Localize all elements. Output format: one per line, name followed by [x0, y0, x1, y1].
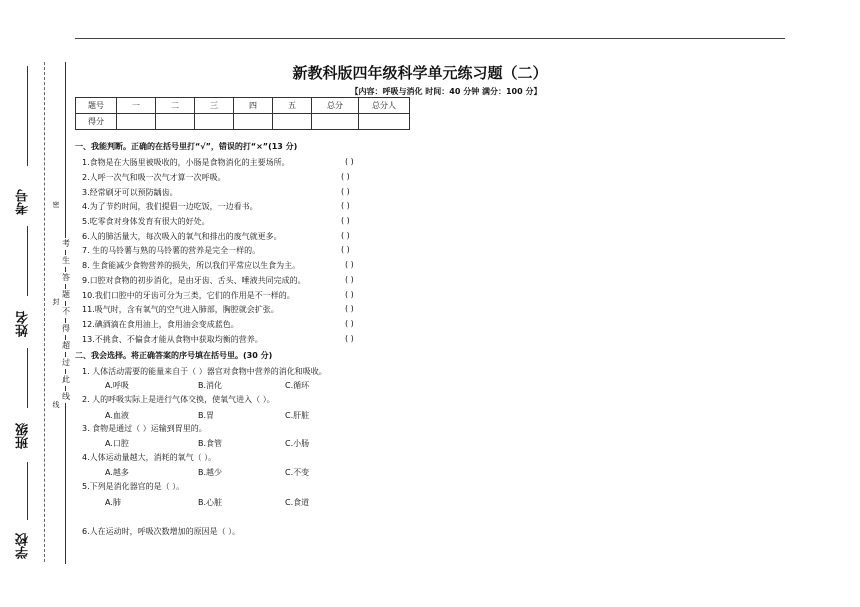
choice-question-stem: 3. 食物是通过（ ）运输到胃里的。	[82, 424, 207, 433]
judge-item: 4.为了节约时间，我们提倡一边吃饭，一边看书。	[82, 202, 258, 211]
score-cell[interactable]	[156, 114, 195, 130]
page-title: 新教科版四年级科学单元练习题（二）	[292, 64, 548, 82]
choice-option[interactable]: C.小肠	[285, 439, 310, 448]
seal-char: 考	[59, 238, 73, 250]
score-table	[75, 97, 410, 130]
choice-question-stem: 6.人在运动时，呼吸次数增加的原因是（ ）。	[82, 527, 241, 536]
xingming-blank-line	[27, 348, 28, 408]
xingming-blank-line-top	[27, 226, 28, 296]
seal-char: 不	[59, 306, 73, 318]
seal-char: 线	[59, 391, 73, 403]
seal-char: 生	[59, 255, 73, 267]
section1-heading: 一、我能判断。正确的在括号里打“√”，错误的打“×”(13 分)	[75, 142, 298, 151]
answer-bracket[interactable]: ( )	[345, 157, 354, 166]
answer-bracket[interactable]: ( )	[345, 275, 354, 284]
score-table-header-cell: 五	[273, 98, 312, 114]
judge-item: 9.口腔对食物的初步消化，是由牙齿、舌头、唾液共同完成的。	[82, 276, 306, 285]
choice-option[interactable]: A.呼吸	[105, 381, 129, 390]
banji-label: 班级	[16, 423, 31, 449]
dashed-guide-line	[44, 62, 45, 562]
kaohao-blank-line	[27, 66, 28, 166]
choice-option[interactable]: C.肝脏	[285, 411, 310, 420]
judge-item: 10.我们口腔中的牙齿可分为三类，它们的作用是不一样的。	[82, 291, 295, 300]
answer-bracket[interactable]: ( )	[345, 290, 354, 299]
choice-question-stem: 4.人体运动量越大，消耗的氧气（ ）。	[82, 453, 217, 462]
judge-item: 8. 生食能减少食物营养的损失，所以我们平常应以生食为主。	[82, 261, 301, 270]
score-table-header-cell: 二	[156, 98, 195, 114]
exam-info: 【内容：呼吸与消化 时间：40 分钟 满分：100 分】	[350, 87, 542, 96]
score-cell[interactable]	[273, 114, 312, 130]
kaohao-label: 考号	[16, 189, 31, 215]
score-table-header-cell: 三	[195, 98, 234, 114]
score-table-header-cell: 四	[234, 98, 273, 114]
score-table-header-cell: 一	[117, 98, 156, 114]
seal-mark-feng: 封	[50, 297, 62, 307]
choice-option[interactable]: A.口腔	[105, 439, 129, 448]
choice-question-stem: 1. 人体活动需要的能量来自于（ ）器官对食物中营养的消化和吸收。	[82, 367, 327, 376]
answer-bracket[interactable]: ( )	[341, 216, 350, 225]
seal-mark-mi: 密	[50, 200, 62, 210]
score-table-header-cell: 总分	[312, 98, 359, 114]
judge-item: 12.碘酒滴在食用油上，食用油会变成蓝色。	[82, 320, 239, 329]
top-rule	[75, 38, 785, 39]
score-row-label: 得分	[76, 114, 117, 130]
choice-option[interactable]: C.不变	[285, 468, 310, 477]
judge-item: 5.吃零食对身体发育有很大的好处。	[82, 217, 210, 226]
choice-question-stem: 2. 人的呼吸实际上是进行气体交换，使氧气进入（ ）。	[82, 395, 275, 404]
score-table-header-row	[76, 98, 410, 114]
seal-char: 答	[59, 272, 73, 284]
choice-option[interactable]: A.越多	[105, 468, 129, 477]
judge-item: 2.人呼一次气和吸一次气才算一次呼吸。	[82, 173, 226, 182]
answer-bracket[interactable]: ( )	[341, 201, 350, 210]
choice-option[interactable]: B.食管	[198, 439, 223, 448]
answer-bracket[interactable]: ( )	[341, 187, 350, 196]
score-cell[interactable]	[359, 114, 410, 130]
judge-item: 13.不挑食、不偏食才能从食物中获取均衡的营养。	[82, 335, 263, 344]
seal-mark-xian: 线	[50, 400, 62, 410]
choice-option[interactable]: B.越少	[198, 468, 223, 477]
seal-char: 题	[59, 289, 73, 301]
answer-bracket[interactable]: ( )	[345, 304, 354, 313]
banji-blank-line	[27, 462, 28, 520]
xingming-label: 姓名	[16, 311, 31, 337]
seal-char: 超	[59, 340, 73, 352]
judge-item: 7. 生的马铃薯与熟的马铃薯的营养是完全一样的。	[82, 246, 261, 255]
seal-char: 此	[59, 374, 73, 386]
answer-bracket[interactable]: ( )	[341, 245, 350, 254]
seal-char: 过	[59, 357, 73, 369]
choice-option[interactable]: A.肺	[105, 498, 121, 507]
score-cell[interactable]	[312, 114, 359, 130]
answer-bracket[interactable]: ( )	[345, 319, 354, 328]
score-cell[interactable]	[117, 114, 156, 130]
choice-question-stem: 5.下列是消化器官的是（ ）。	[82, 482, 185, 491]
choice-option[interactable]: B.胃	[198, 411, 215, 420]
answer-bracket[interactable]: ( )	[345, 260, 354, 269]
section2-heading: 二、我会选择。将正确答案的序号填在括号里。(30 分)	[75, 351, 273, 360]
choice-option[interactable]: B.心脏	[198, 498, 223, 507]
choice-option[interactable]: C.循环	[285, 381, 310, 390]
judge-item: 11.吸气时，含有氧气的空气进入肺部，胸腔就会扩张。	[82, 305, 279, 314]
score-table-score-row	[76, 114, 410, 130]
score-table-header-cell: 总分人	[359, 98, 410, 114]
score-cell[interactable]	[195, 114, 234, 130]
choice-option[interactable]: C.食道	[285, 498, 310, 507]
score-cell[interactable]	[234, 114, 273, 130]
xuexiao-label: 学校	[16, 533, 31, 559]
choice-option[interactable]: A.血液	[105, 411, 129, 420]
judge-item: 1.食物是在大肠里被吸收的，小肠是食物消化的主要场所。	[82, 158, 290, 167]
choice-option[interactable]: B.消化	[198, 381, 223, 390]
answer-bracket[interactable]: ( )	[341, 231, 350, 240]
seal-char: 得	[59, 323, 73, 335]
judge-item: 6.人的肺活量大，每次吸入的氧气和排出的废气就更多。	[82, 232, 282, 241]
score-table-header-cell: 题号	[76, 98, 117, 114]
answer-bracket[interactable]: ( )	[341, 172, 350, 181]
judge-item: 3.经常刷牙可以预防龋齿。	[82, 188, 178, 197]
answer-bracket[interactable]: ( )	[345, 334, 354, 343]
